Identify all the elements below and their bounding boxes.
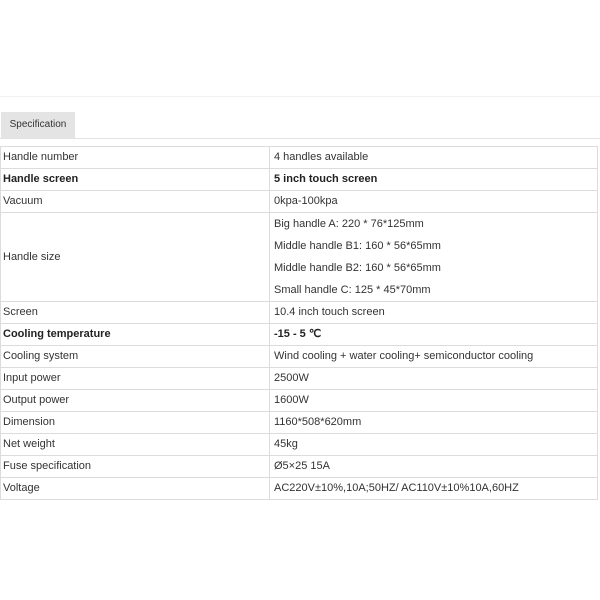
spec-label-dimension: Dimension [1, 412, 270, 434]
spec-label-input-power: Input power [1, 368, 270, 390]
table-row [1, 169, 598, 191]
handle-size-line: Small handle C: 125 * 45*70mm [274, 284, 431, 296]
table-row [1, 412, 598, 434]
spec-label-vacuum: Vacuum [1, 191, 270, 213]
spec-label-handle-screen: Handle screen [1, 169, 270, 191]
handle-size-line: Big handle A: 220 * 76*125mm [274, 218, 424, 230]
spec-value-fuse-specification: Ø5×25 15A [270, 456, 598, 478]
spec-label-net-weight: Net weight [1, 434, 270, 456]
handle-size-line: Middle handle B2: 160 * 56*65mm [274, 262, 441, 274]
spec-value-cooling-temperature: -15 - 5 ℃ [270, 324, 598, 346]
spec-label-cooling-system: Cooling system [1, 346, 270, 368]
spec-value-voltage: AC220V±10%,10A;50HZ/ AC110V±10%10A,60HZ [270, 478, 598, 500]
spec-label-fuse-specification: Fuse specification [1, 456, 270, 478]
table-row [1, 390, 598, 412]
spec-value-cooling-system: Wind cooling + water cooling+ semiconductor cooling [270, 346, 598, 368]
spec-label-cooling-temperature: Cooling temperature [1, 324, 270, 346]
table-row [1, 456, 598, 478]
spec-value-input-power: 2500W [270, 368, 598, 390]
top-divider [0, 96, 600, 97]
table-row [1, 434, 598, 456]
spec-value-handle-screen: 5 inch touch screen [270, 169, 598, 191]
spec-label-voltage: Voltage [1, 478, 270, 500]
spec-label-screen: Screen [1, 302, 270, 324]
spec-value-output-power: 1600W [270, 390, 598, 412]
table-row [1, 302, 598, 324]
spec-label-output-power: Output power [1, 390, 270, 412]
spec-value-handle-number: 4 handles available [270, 147, 598, 169]
spec-value-handle-size [270, 213, 598, 302]
tab-bar [0, 112, 600, 139]
table-row [1, 368, 598, 390]
table-row [1, 213, 598, 302]
spec-label-handle-number: Handle number [1, 147, 270, 169]
spec-value-net-weight: 45kg [270, 434, 598, 456]
spec-label-handle-size: Handle size [1, 213, 270, 302]
spec-value-dimension: 1160*508*620mm [270, 412, 598, 434]
specification-table [0, 146, 598, 500]
table-row [1, 346, 598, 368]
table-row [1, 478, 598, 500]
table-row [1, 191, 598, 213]
handle-size-line: Middle handle B1: 160 * 56*65mm [274, 240, 441, 252]
table-row [1, 324, 598, 346]
spec-value-screen: 10.4 inch touch screen [270, 302, 598, 324]
table-row [1, 147, 598, 169]
tab-specification[interactable]: Specification [1, 112, 75, 138]
spec-value-vacuum: 0kpa-100kpa [270, 191, 598, 213]
